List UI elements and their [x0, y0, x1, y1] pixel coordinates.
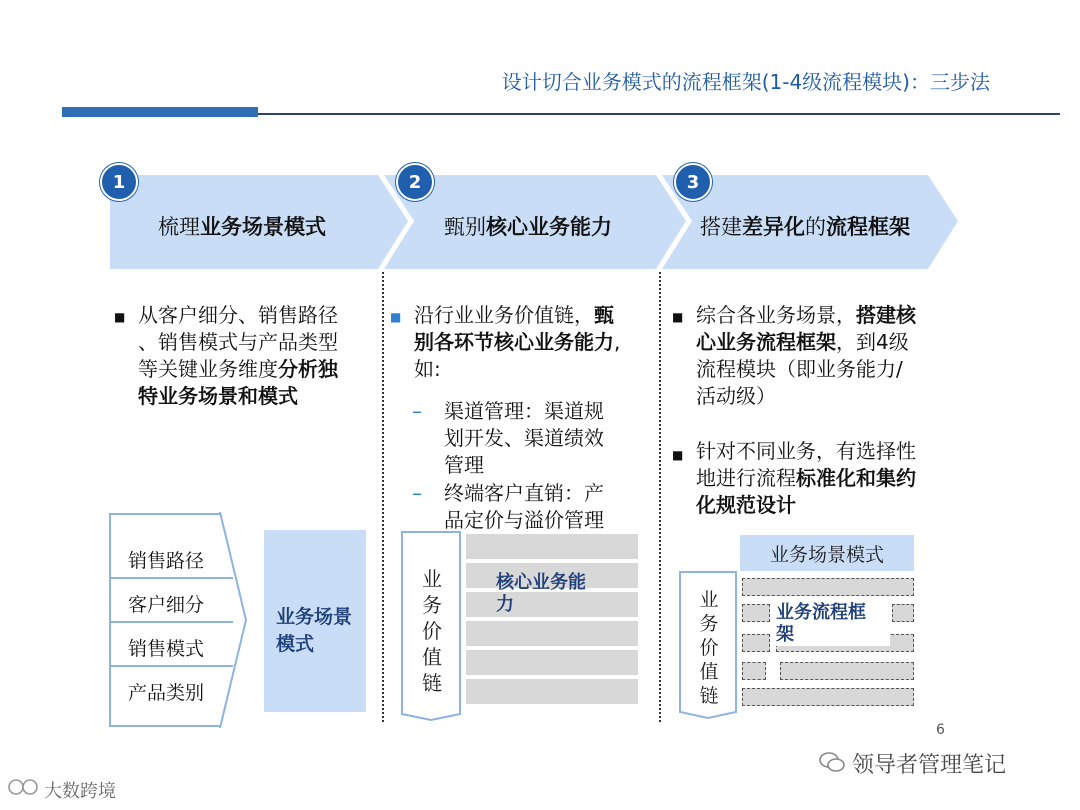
grey-row [466, 534, 638, 559]
watermark-right: 领导者管理笔记 [852, 753, 1007, 778]
col3-value-chain-label: 业 务 价 值 链 [699, 589, 719, 707]
watermark-logo-icon [6, 776, 42, 798]
dashed-cell [742, 634, 770, 652]
framework-label: 业务流程框 架 [776, 602, 866, 645]
col3-b2-line-2: 地进行流程标准化和集约 [696, 466, 916, 490]
sub1-line-3: 管理 [444, 453, 484, 477]
chevron-label-2: 客户细分 [128, 594, 205, 616]
dash-icon: – [412, 399, 422, 423]
col2-line-3: 如: [414, 357, 441, 381]
scenario-mode-label: 业务场景 模式 [276, 606, 353, 655]
bullet-square-icon: ■ [672, 310, 684, 324]
col1-line-3: 等关键业务维度分析独 [138, 357, 338, 381]
bullet-square-icon: ■ [672, 448, 684, 462]
col2-line-2: 别各环节核心业务能力, [414, 330, 621, 354]
col3-b2-line-3: 化规范设计 [696, 493, 796, 517]
bullet-square-icon: ■ [390, 310, 402, 324]
sub1-line-1: 渠道管理：渠道规 [444, 399, 604, 423]
grey-row [466, 679, 638, 704]
bullet-square-icon: ■ [114, 310, 126, 324]
dashed-cell [780, 662, 914, 680]
col2-grey-rows [466, 534, 638, 704]
chevron-label-3: 销售模式 [128, 638, 205, 660]
col2-bullet [390, 302, 652, 532]
col2-value-chain-label: 业 务 价 值 链 [422, 567, 442, 695]
watermark-left: 大数跨境 [44, 781, 116, 802]
sub2-line-2: 品定价与溢价管理 [444, 508, 604, 532]
col3-bullets [672, 302, 958, 522]
col3-b1-line-1: 综合各业务场景，搭建核 [696, 303, 916, 327]
step-2-badge: 2 [396, 163, 434, 201]
col3-b1-line-2: 心业务流程框架，到4级 [696, 330, 909, 354]
page-number: 6 [936, 722, 945, 738]
col1-bullet [114, 302, 374, 412]
dash-icon: – [412, 481, 422, 505]
col2-line-1: 沿行业业务价值链，甄 [414, 303, 614, 327]
wechat-icon [818, 748, 846, 776]
core-capability-label: 核心业务能 力 [496, 572, 586, 615]
dashed-cell [742, 688, 914, 706]
step-1-label: 梳理业务场景模式 [158, 215, 326, 239]
dashed-cell [742, 662, 766, 680]
column-divider-2 [659, 272, 661, 722]
col1-line-1: 从客户细分、销售路径 [138, 303, 338, 327]
page-title: 设计切合业务模式的流程框架(1-4级流程模块)：三步法 [501, 70, 990, 94]
header-rule [258, 113, 1060, 115]
step-3-label: 搭建差异化的流程框架 [700, 215, 910, 239]
sub2-line-1: 终端客户直销：产 [444, 481, 604, 505]
step-3-badge: 3 [674, 163, 712, 201]
grey-row [466, 621, 638, 646]
chevron-label-4: 产品类别 [128, 682, 205, 704]
step-1-badge: 1 [100, 163, 138, 201]
dashed-cell [742, 604, 770, 622]
col3-b1-line-3: 流程模块（即业务能力/ [696, 357, 903, 381]
col3-b1-line-4: 活动级） [696, 384, 776, 408]
scenario-mode-header-box: 业务场景模式 [740, 535, 914, 571]
dashed-cell [892, 604, 914, 622]
col1-line-2: 、销售模式与产品类型 [138, 330, 338, 354]
step-2-label: 甄别核心业务能力 [444, 215, 612, 239]
col1-line-4: 特业务场景和模式 [138, 384, 298, 408]
sub1-line-2: 划开发、渠道绩效 [444, 426, 604, 450]
col3-b2-line-1: 针对不同业务，有选择性 [696, 439, 916, 463]
chevron-label-1: 销售路径 [128, 550, 205, 572]
grey-row [466, 650, 638, 675]
dashed-cell [742, 578, 914, 596]
column-divider-1 [382, 272, 384, 722]
header-accent-bar [62, 107, 258, 117]
